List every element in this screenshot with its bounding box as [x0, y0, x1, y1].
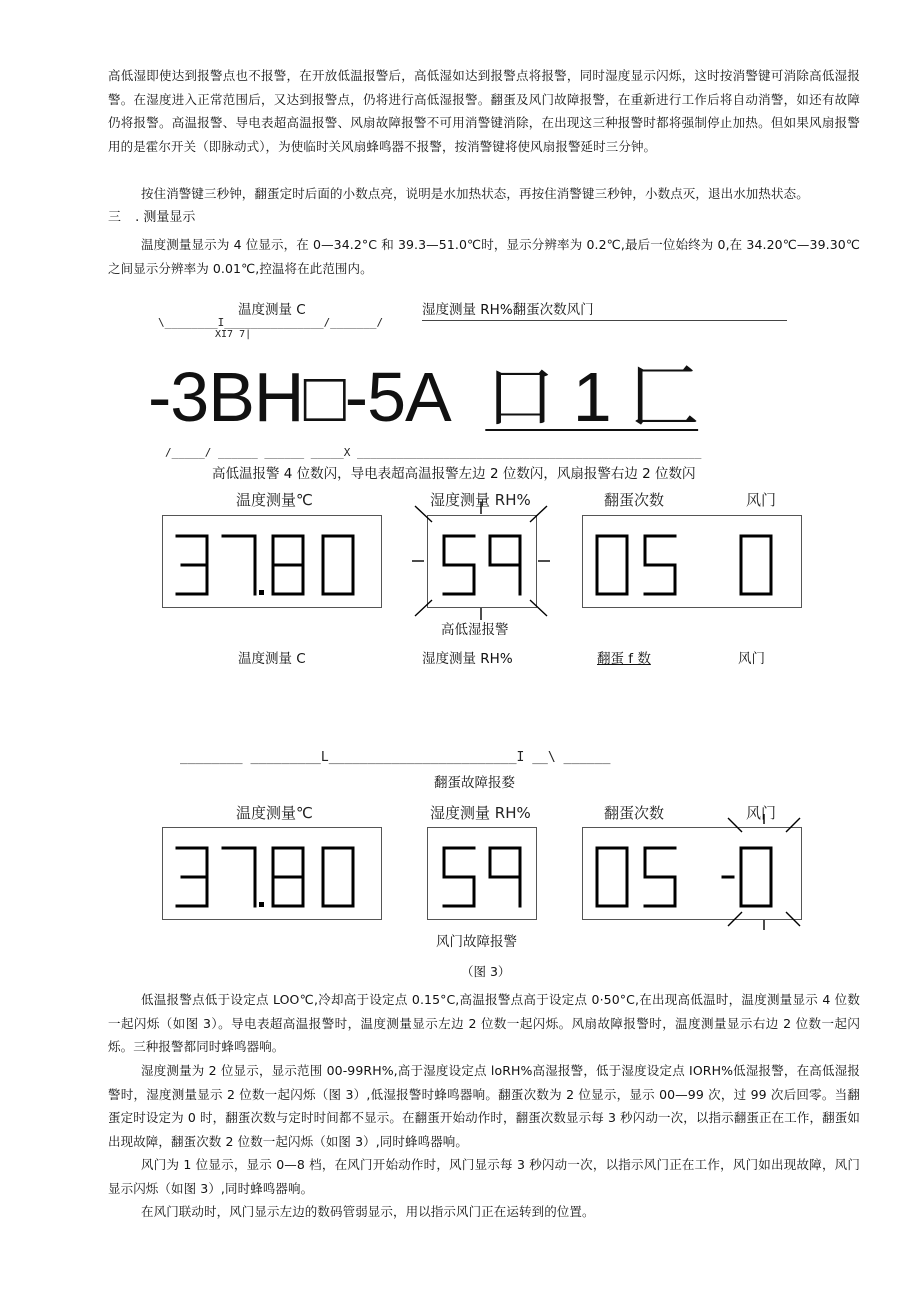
panel-label-temp: 温度测量℃ [236, 491, 313, 509]
section-number: 三 [108, 210, 122, 225]
seven-seg-turn-damper [583, 516, 801, 607]
mid-label-temp: 温度测量 C [238, 651, 306, 667]
panel-label-humid-2: 湿度测量 RH% [430, 804, 531, 822]
section-heading [108, 206, 195, 229]
mid-label-damper: 风门 [738, 651, 765, 667]
seven-seg-temp [163, 516, 381, 607]
panel-label-turn-2: 翻蛋次数 [604, 804, 665, 822]
large-digits-left: -3BH□-5A [148, 358, 447, 436]
panel-label-damper: 风门 [746, 491, 777, 509]
seven-seg-temp-2 [163, 828, 381, 919]
paragraph-alarm-rules: 高低湿即使达到报警点也不报警，在开放低温报警后，高低湿如达到报警点将报警，同时湿度显示闪烁，这时按消警键可消除高低湿报警。在湿度进入正常范围后，又达到报警点，仍将进行高低湿报警。翻蛋及风门故障报警，在重新进行工作后将自动消警，如还有故障仍将报警。高温报警、导电表超高温报警、风扇故障报警不可用消警键消除，在出现这三种报警时都将强制停止加热。但如果风扇报警用的是霍尔开关（即脉动式），为使临时关风扇蜂鸣器不报警，按消警键将使风扇报警延时三分钟。 [108, 68, 860, 154]
large-sketch-digits [148, 358, 818, 436]
figure-caption-turn-fault: 翻蛋故障报婺 [434, 775, 515, 791]
lcd-humid-display-2 [427, 827, 537, 920]
figure-caption-damper-fault: 风门故障报警 [436, 934, 517, 950]
sketch-line-top: \________I_______________/_______/ [158, 316, 384, 329]
panel-label-turn: 翻蛋次数 [604, 491, 665, 509]
sketch-rule-right [422, 320, 787, 321]
figure-caption-temp-alarm: 高低温报警 4 位数闪，导电表超高温报警左边 2 位数闪，风扇报警右边 2 位数闪 [212, 466, 696, 482]
mid-label-turn: 翻蛋 f 数 [597, 651, 651, 667]
paragraph-temp-display: 温度测量显示为 4 位显示，在 0—34.2°C 和 39.3—51.0℃时，显示分辨率为 0.2℃,最后一位始终为 0,在 34.20℃—39.30℃之间显示分辨率为 0.01℃,控温将在此范围内。 [108, 237, 860, 276]
paragraph-humid-turn: 湿度测量为 2 位显示，显示范围 00-99RH%,高于湿度设定点 loRH%高湿报警，低于湿度设定点 IORH%低湿报警，在高低湿报警时，湿度测量显示 2 位数一起闪烁（图 3）,低湿报警时蜂鸣器响。翻蛋次数为 2 位显示，显示 00—99 次，过 99 次后回零。当翻蛋定时设定为 0 时，翻蛋次数与定时时间都不显示。在翻蛋开始动作时，翻蛋次数显示每 3 秒闪动一次，以指示翻蛋正在工作，翻蛋如出现故障，翻蛋次数 2 位数一起闪烁（如图 3）,同时蜂鸣器响。 [108, 1063, 860, 1149]
mid-label-humid: 湿度测量 RH% [422, 651, 513, 667]
flash-rays-damper [718, 812, 810, 932]
panel-label-humid: 湿度测量 RH% [430, 491, 531, 509]
sketch-sublabel: XI7 7| [215, 329, 252, 340]
large-digits-right: 口 1 匚 [485, 358, 699, 436]
figure-caption-humid-alarm: 高低湿报警 [441, 622, 509, 638]
section-title: . 测量显示 [135, 210, 196, 225]
paragraph-temp-alarm: 低温报警点低于设定点 LOO℃,冷却高于设定点 0.15°C,高温报警点高于设定点 0·50°C,在出现高低温时，温度测量显示 4 位数一起闪烁（如图 3）。导电表超高温报警时，温度测量显示左边 2 位数一起闪烁。风扇故障报警时，温度测量显示右边 2 位数一起闪烁。三种报警都同时蜂鸣器响。 [108, 992, 860, 1054]
lcd-temp-display-2 [162, 827, 382, 920]
sketch-line-mid: ________ _________L________________________I __\ ______ [180, 750, 611, 765]
sketch-label-temp: 温度测量 C [238, 302, 306, 318]
paragraph-damper-linkage: 在风门联动时，风门显示左边的数码管弱显示，用以指示风门正在运转到的位置。 [141, 1204, 595, 1219]
lcd-temp-display [162, 515, 382, 608]
lcd-turn-damper-display [582, 515, 802, 608]
panel-label-temp-2: 温度测量℃ [236, 804, 313, 822]
seven-seg-humid-2 [428, 828, 536, 919]
panel-label-damper-2: 风门 [746, 804, 777, 822]
figure-number: （图 3） [461, 964, 511, 979]
paragraph-damper: 风门为 1 位显示，显示 0—8 档，在风门开始动作时，风门显示每 3 秒闪动一次，以指示风门正在工作，风门如出现故障，风门显示闪烁（如图 3）,同时蜂鸣器响。 [108, 1157, 860, 1196]
flash-rays-humid [410, 500, 552, 622]
sketch-line-bottom: /_____/ ______ ______ _____X ____________________________________________________ [165, 446, 702, 459]
sketch-label-right: 湿度测量 RH%翻蛋次数风门 [422, 302, 594, 318]
paragraph-water-heating: 按住消警键三秒钟，翻蛋定时后面的小数点亮，说明是水加热状态，再按住消警键三秒钟，小数点灭，退出水加热状态。 [141, 186, 809, 201]
